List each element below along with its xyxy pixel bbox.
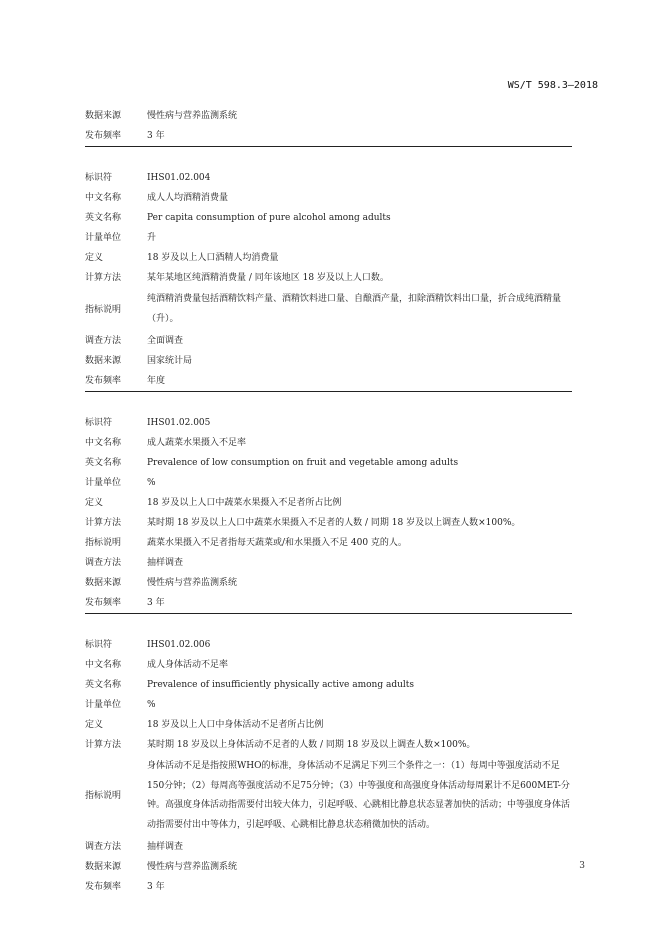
row-method — [85, 735, 572, 755]
label-source: 数据来源 — [85, 578, 122, 588]
value-freq: 3 年 — [147, 882, 165, 892]
row-id — [85, 168, 572, 188]
value-source: 国家统计局 — [147, 356, 193, 366]
row-method — [85, 268, 572, 288]
label-en-name: 英文名称 — [85, 213, 122, 223]
value-source: 慢性病与营养监测系统 — [147, 578, 238, 588]
label-cn-name: 中文名称 — [85, 193, 122, 203]
value-id: IHS01.02.005 — [147, 418, 211, 428]
row-source — [85, 573, 572, 593]
label-cn-name: 中文名称 — [85, 438, 122, 448]
value-source: 慢性病与营养监测系统 — [147, 862, 238, 872]
indicator-block-005 — [85, 405, 572, 614]
label-unit: 计量单位 — [85, 700, 122, 710]
label-definition: 定义 — [85, 720, 104, 730]
row-id — [85, 635, 572, 655]
indicator-block-prev — [85, 106, 572, 147]
value-id: IHS01.02.006 — [147, 640, 211, 650]
value-unit: % — [147, 700, 156, 710]
label-note: 指标说明 — [85, 304, 122, 315]
label-definition: 定义 — [85, 498, 104, 508]
label-cn-name: 中文名称 — [85, 660, 122, 670]
row-source — [85, 106, 572, 126]
value-freq: 3 年 — [147, 598, 165, 608]
label-definition: 定义 — [85, 253, 104, 263]
row-freq — [85, 877, 572, 897]
value-method: 某时期 18 岁及以上人口中蔬菜水果摄入不足者的人数 / 同期 18 岁及以上调查人数×100%。 — [147, 518, 521, 528]
row-method — [85, 513, 572, 533]
label-id: 标识符 — [85, 173, 113, 183]
value-note: 蔬菜水果摄入不足者指每天蔬菜或/和水果摄入不足 400 克的人。 — [147, 538, 407, 548]
label-id: 标识符 — [85, 418, 113, 428]
value-survey: 抽样调查 — [147, 842, 184, 852]
row-cn-name — [85, 188, 572, 208]
value-cn-name: 成人身体活动不足率 — [147, 660, 229, 670]
row-freq — [85, 593, 572, 613]
row-unit — [85, 695, 572, 715]
row-survey — [85, 553, 572, 573]
value-en-name: Prevalence of insufficiently physically active among adults — [147, 680, 415, 690]
label-freq: 发布频率 — [85, 882, 122, 892]
value-note: 身体活动不足是指按照WHO的标准，身体活动不足满足下列三个条件之一：（1）每周中等强度活动不足150分钟；（2）每周高等强度活动不足75分钟；（3）中等强度和高强度身体活动每周累计不足600MET-分钟。高强度身体活动指需要付出较大体力，引起呼吸、心跳相比静息状态显著加快的活动；中等强度身体活动指需要付出中等体力，引起呼吸、心跳相比静息状态稍微加快的活动。 — [147, 761, 571, 830]
value-definition: 18 岁及以上人口酒精人均消费量 — [147, 253, 279, 263]
value-freq: 3 年 — [147, 131, 165, 141]
label-survey: 调查方法 — [85, 558, 122, 568]
row-definition — [85, 248, 572, 268]
label-source: 数据来源 — [85, 111, 122, 121]
row-unit — [85, 228, 572, 248]
value-freq: 年度 — [147, 376, 166, 386]
row-cn-name — [85, 655, 572, 675]
row-survey — [85, 331, 572, 351]
page-number: 3 — [579, 861, 585, 871]
row-freq — [85, 126, 572, 146]
value-source: 慢性病与营养监测系统 — [147, 111, 238, 121]
row-note — [85, 288, 572, 331]
value-method: 某年某地区纯酒精消费量 / 同年该地区 18 岁及以上人口数。 — [147, 273, 389, 283]
row-note — [85, 755, 572, 837]
label-note: 指标说明 — [85, 538, 122, 548]
value-cn-name: 成人蔬菜水果摄入不足率 — [147, 438, 247, 448]
label-method: 计算方法 — [85, 273, 122, 283]
label-note: 指标说明 — [85, 791, 122, 801]
indicator-block-004 — [85, 160, 572, 392]
label-freq: 发布频率 — [85, 131, 122, 141]
row-en-name — [85, 453, 572, 473]
value-id: IHS01.02.004 — [147, 173, 211, 183]
label-freq: 发布频率 — [85, 598, 122, 608]
label-unit: 计量单位 — [85, 478, 122, 488]
label-source: 数据来源 — [85, 862, 122, 872]
value-survey: 抽样调查 — [147, 558, 184, 568]
value-note: 纯酒精消费量包括酒精饮料产量、酒精饮料进口量、自酿酒产量，扣除酒精饮料出口量，折合成纯酒精量（升）。 — [147, 294, 562, 324]
row-source — [85, 857, 572, 877]
value-en-name: Prevalence of low consumption on fruit and vegetable among adults — [147, 458, 459, 468]
indicator-content — [85, 106, 572, 897]
label-en-name: 英文名称 — [85, 458, 122, 468]
label-survey: 调查方法 — [85, 336, 122, 346]
label-freq: 发布频率 — [85, 376, 122, 386]
row-source — [85, 351, 572, 371]
value-en-name: Per capita consumption of pure alcohol among adults — [147, 213, 391, 223]
value-unit: % — [147, 478, 156, 488]
value-method: 某时期 18 岁及以上身体活动不足者的人数 / 同期 18 岁及以上调查人数×100%。 — [147, 740, 476, 750]
label-unit: 计量单位 — [85, 233, 122, 243]
label-source: 数据来源 — [85, 356, 122, 366]
label-id: 标识符 — [85, 640, 113, 650]
row-definition — [85, 715, 572, 735]
row-cn-name — [85, 433, 572, 453]
row-note — [85, 533, 572, 553]
label-en-name: 英文名称 — [85, 680, 122, 690]
row-en-name — [85, 208, 572, 228]
value-definition: 18 岁及以上人口中蔬菜水果摄入不足者所占比例 — [147, 498, 342, 508]
row-unit — [85, 473, 572, 493]
row-en-name — [85, 675, 572, 695]
row-freq — [85, 371, 572, 391]
value-definition: 18 岁及以上人口中身体活动不足者所占比例 — [147, 720, 324, 730]
row-definition — [85, 493, 572, 513]
label-method: 计算方法 — [85, 740, 122, 750]
value-survey: 全面调查 — [147, 336, 184, 346]
label-method: 计算方法 — [85, 518, 122, 528]
value-unit: 升 — [147, 233, 157, 243]
indicator-block-006 — [85, 627, 572, 897]
row-survey — [85, 837, 572, 857]
label-survey: 调查方法 — [85, 842, 122, 852]
value-cn-name: 成人人均酒精消费量 — [147, 193, 229, 203]
row-id — [85, 413, 572, 433]
standard-code: WS/T 598.3—2018 — [507, 80, 598, 91]
